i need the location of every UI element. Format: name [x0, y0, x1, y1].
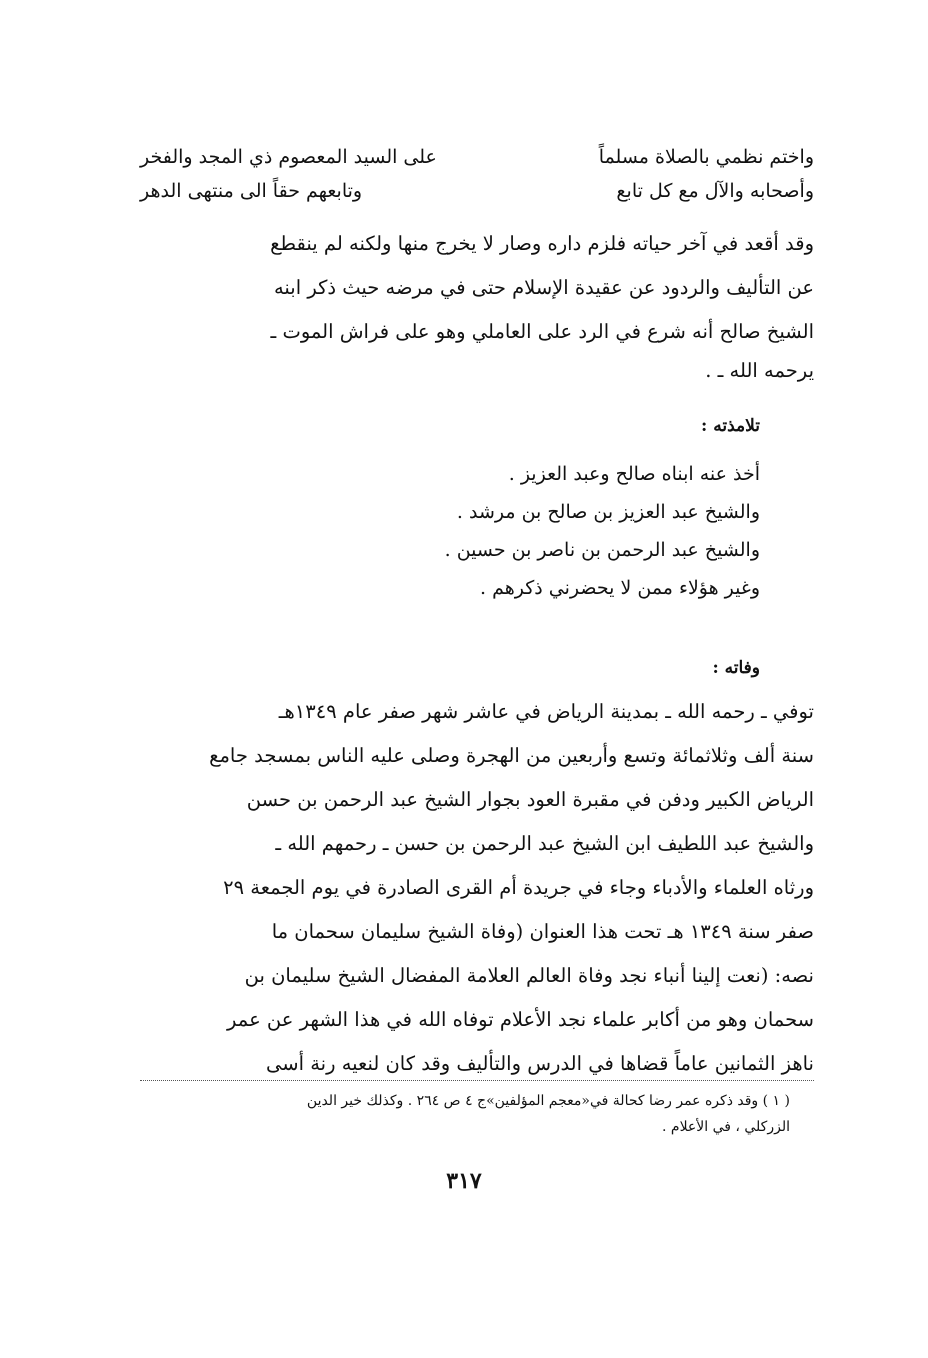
footnote-separator — [140, 1080, 814, 1081]
student-item: وغير هؤلاء ممن لا يحضرني ذكرهم . — [480, 577, 760, 599]
intro-line-1: وقد أقعد في آخر حياته فلزم داره وصار لا يخرج منها ولكنه لم ينقطع — [270, 232, 814, 255]
student-item: والشيخ عبد العزيز بن صالح بن مرشد . — [456, 501, 760, 523]
death-line-5: ورثاه العلماء والأدباء وجاء في جريدة أم القرى الصادرة في يوم الجمعة ٢٩ — [223, 876, 814, 899]
verse-2-second-hemistich: وتابعهم حقاً الى منتهى الدهر — [140, 180, 363, 202]
poem-verse-2 — [140, 180, 814, 212]
student-item: والشيخ عبد الرحمن بن ناصر بن حسين . — [444, 539, 760, 561]
footnote-line-1: ( ١ ) وقد ذكره عمر رضا كحالة في«معجم المؤلفين»ج ٤ ص ٢٦٤ . وكذلك خير الدين — [306, 1093, 790, 1109]
death-line-9: ناهز الثمانين عاماً قضاها في الدرس والتأليف وقد كان لنعيه رنة أسى — [266, 1052, 814, 1075]
intro-line-4: يرحمه الله ـ . — [705, 359, 814, 382]
death-paragraph — [140, 690, 814, 1086]
poem-verse-1 — [140, 146, 814, 178]
students-list — [240, 455, 760, 607]
footnote — [140, 1088, 790, 1140]
intro-paragraph — [140, 222, 814, 388]
intro-line-2: عن التأليف والردود عن عقيدة الإسلام حتى في مرضه حيث ذكر ابنه — [273, 276, 814, 299]
death-line-2: سنة ألف وثلاثمائة وتسع وأربعين من الهجرة وصلى عليه الناس بمسجد جامع — [209, 744, 814, 767]
students-heading: تلامذته : — [701, 416, 760, 436]
death-line-1: توفي ـ رحمه الله ـ بمدينة الرياض في عاشر شهر صفر عام ١٣٤٩هـ — [278, 700, 814, 723]
footnote-line-2: الزركلي ، في الأعلام . — [662, 1119, 790, 1135]
death-line-3: الرياض الكبير ودفن في مقبرة العود بجوار الشيخ عبد الرحمن بن حسن — [246, 788, 814, 811]
death-heading: وفاته : — [712, 658, 760, 678]
page-number: ٣١٧ — [446, 1168, 482, 1194]
student-item: أخذ عنه ابناه صالح وعبد العزيز . — [508, 463, 760, 485]
intro-line-3: الشيخ صالح أنه شرع في الرد على العاملي وهو على فراش الموت ـ — [270, 320, 814, 343]
verse-1-second-hemistich: على السيد المعصوم ذي المجد والفخر — [140, 146, 437, 168]
death-line-8: سحمان وهو من أكابر علماء نجد الأعلام توفاه الله في هذا الشهر عن عمر — [227, 1008, 814, 1031]
death-line-7: نصه: (نعت إلينا أنباء نجد وفاة العالم العلامة المفضال الشيخ سليمان بن — [244, 964, 814, 987]
death-line-6: صفر سنة ١٣٤٩ هـ تحت هذا العنوان (وفاة الشيخ سليمان سحمان ما — [271, 920, 814, 943]
death-line-4: والشيخ عبد اللطيف ابن الشيخ عبد الرحمن بن حسن ـ رحمهم الله ـ — [275, 832, 814, 855]
verse-2-first-hemistich: وأصحابه والآل مع كل تابع — [616, 180, 814, 202]
verse-1-first-hemistich: واختم نظمي بالصلاة مسلماً — [598, 146, 814, 168]
